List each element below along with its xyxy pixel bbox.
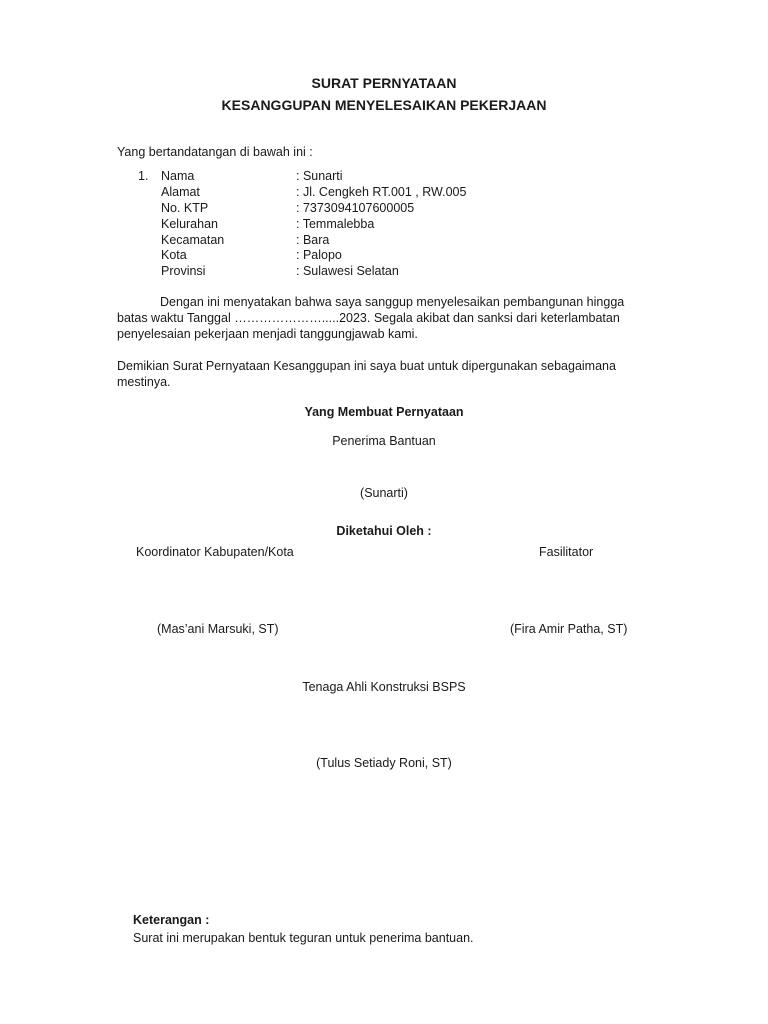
field-value: : 7373094107600005 [296,201,415,215]
field-label: Nama [161,169,195,183]
expert-role: Tenaga Ahli Konstruksi BSPS [302,680,466,694]
field-label: Alamat [161,185,200,199]
field-label: No. KTP [161,201,209,215]
field-label: Kecamatan [161,233,225,247]
field-value: : Bara [296,233,330,247]
facilitator-role: Fasilitator [539,545,594,559]
document-title: SURAT PERNYATAAN [311,75,457,91]
field-value: : Sunarti [296,169,343,183]
intro-text: Yang bertandatangan di bawah ini : [117,145,313,159]
facilitator-name: (Fira Amir Patha, ST) [510,622,628,636]
field-label: Provinsi [161,264,206,278]
coordinator-name: (Mas’ani Marsuki, ST) [157,622,279,636]
field-value: : Temmalebba [296,217,375,231]
field-value: : Palopo [296,248,342,262]
document-subtitle: KESANGGUPAN MENYELESAIKAN PEKERJAAN [221,97,547,113]
maker-role: Penerima Bantuan [332,434,436,448]
field-label: Kota [161,248,187,262]
expert-name: (Tulus Setiady Roni, ST) [316,756,452,770]
known-by-heading: Diketahui Oleh : [336,524,432,538]
field-value: : Sulawesi Selatan [296,264,399,278]
coordinator-role: Koordinator Kabupaten/Kota [136,545,294,559]
statement-paragraph: Dengan ini menyatakan bahwa saya sanggup menyelesaikan pembangunan hingga batas waktu Tanggal ………………….....2023. Segala akibat dan sanksi dari keterlambatan penyelesaian pekerjaan menjadi tanggungjawab kami. [117,295,625,341]
list-number: 1. [138,169,149,183]
closing-paragraph: Demikian Surat Pernyataan Kesanggupan ini saya buat untuk dipergunakan sebagaimana mestinya. [117,359,616,389]
field-value: : Jl. Cengkeh RT.001 , RW.005 [296,185,467,199]
maker-heading: Yang Membuat Pernyataan [304,405,464,419]
note-text: Surat ini merupakan bentuk teguran untuk penerima bantuan. [133,931,474,945]
note-heading: Keterangan : [133,913,210,927]
maker-name: (Sunarti) [360,486,408,500]
field-label: Kelurahan [161,217,218,231]
